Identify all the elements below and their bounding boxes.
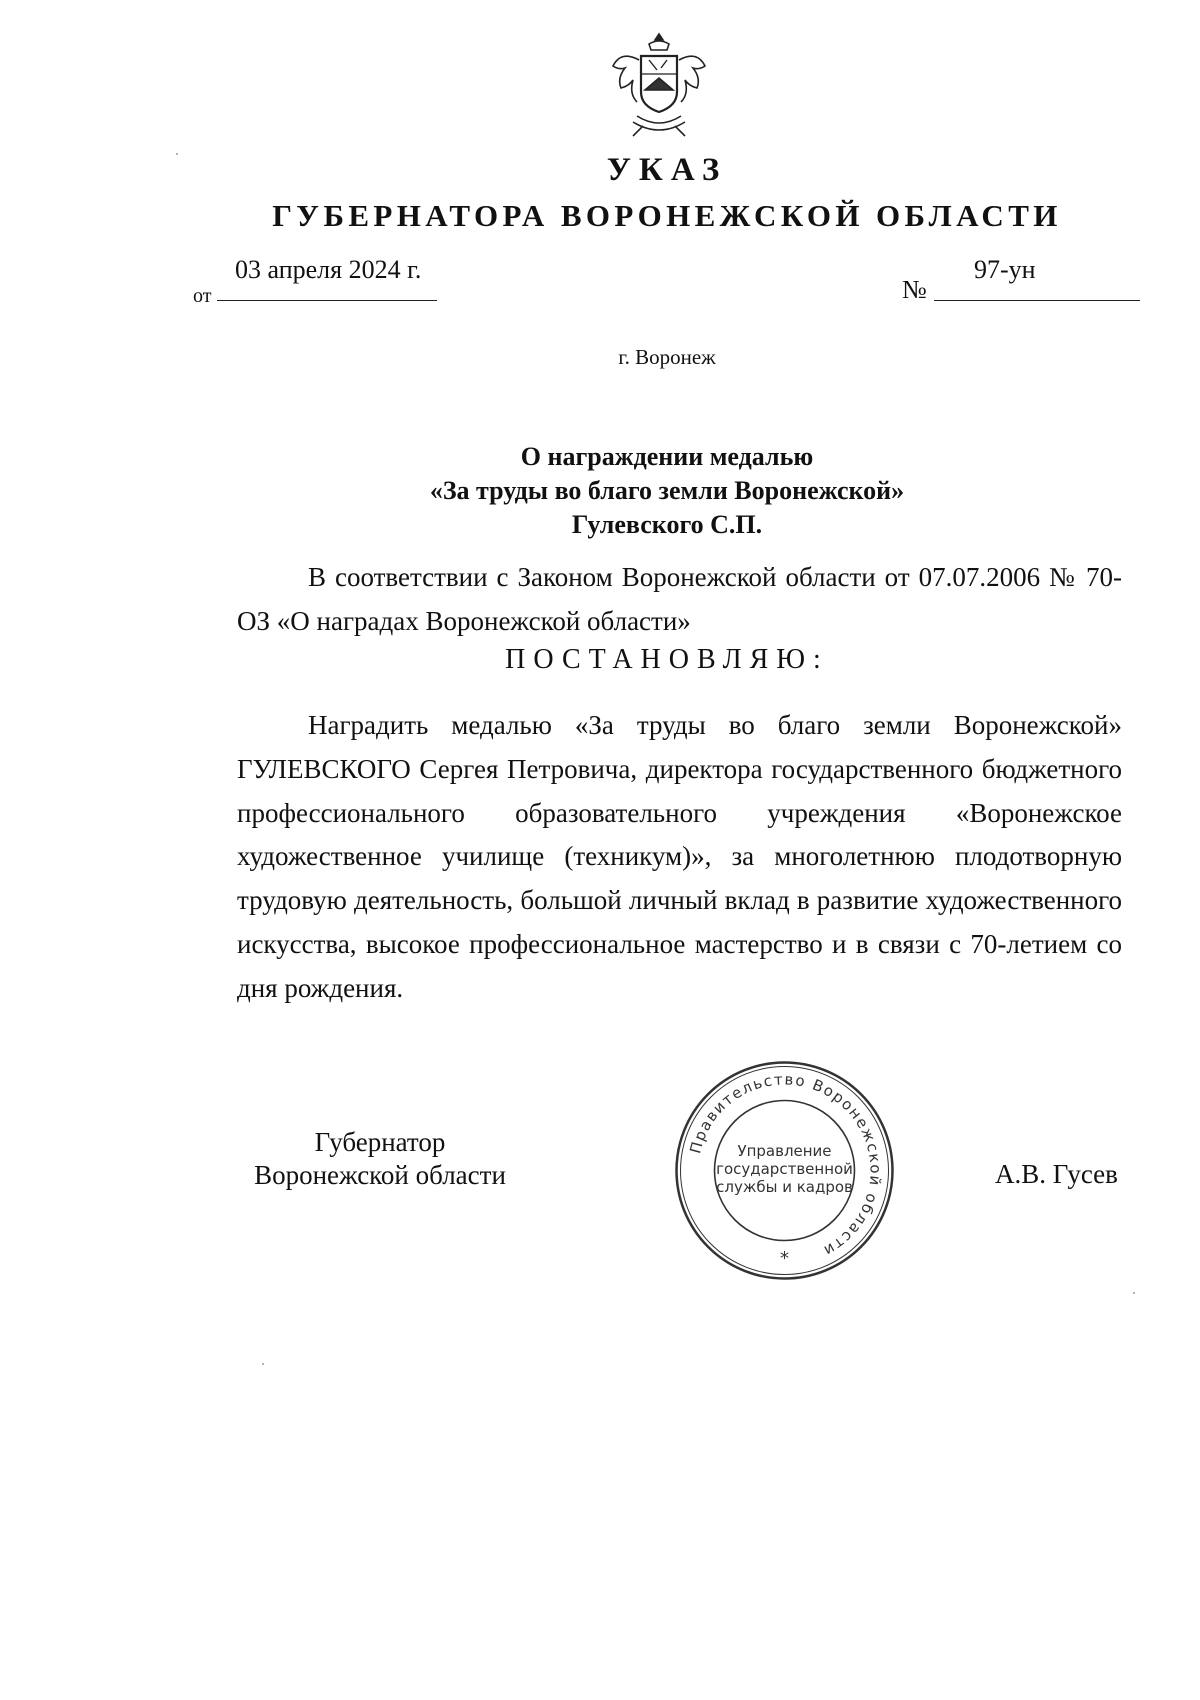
seal-outer-text-path: Правительство Воронежской области [686,1070,885,1261]
seal-star: * [780,1248,789,1269]
signatory-role-line: Воронежской области [254,1160,506,1190]
scan-speck [262,1363,264,1365]
subject-heading [0,440,1200,542]
scan-speck [1133,1292,1135,1294]
document-subtitle: ГУБЕРНАТОРА ВОРОНЕЖСКОЙ ОБЛАСТИ [272,198,1062,233]
document-title: УКАЗ [606,152,728,188]
signatory-role-line: Губернатор [314,1127,446,1157]
seal-inner-line: службы и кадров [716,1178,853,1196]
date-underline [217,300,437,301]
seal-inner-line: государственной [716,1160,853,1178]
official-seal [672,1058,897,1283]
date-value: 03 апреля 2024 г. [235,255,422,284]
date-prefix: от [193,285,212,307]
preamble-paragraph: В соответствии с Законом Воронежской области от 07.07.2006 № 70-ОЗ «О наградах Воронежской области» [237,562,1122,636]
subject-line: Гулевского С.П. [571,510,763,539]
number-prefix: № [902,275,927,304]
seal-inner-line: Управление [737,1142,832,1160]
decree-verb: ПОСТАНОВЛЯЮ: [505,644,829,675]
signatory-title [230,1126,530,1192]
subject-line: О награждении медалью [520,442,814,471]
signatory-name: А.В. Гусев [995,1159,1118,1189]
coat-of-arms-icon [609,30,709,140]
scan-speck [176,153,178,155]
number-value: 97-ун [974,255,1036,284]
city: г. Воронеж [618,345,716,369]
subject-line: «За труды во благо земли Воронежской» [429,476,905,505]
award-paragraph: Наградить медалью «За труды во благо земли Воронежской» ГУЛЕВСКОГО Сергея Петровича, директора государственного бюджетного профессионального образовательного учреждения «Воронежское художественное училище (техникум)», за многолетнюю плодотворную трудовую деятельность, большой личный вклад в развитие художественного искусства, высокое профессиональное мастерство и в связи с 70-летием со дня рождения. [237,710,1122,1003]
number-underline [934,300,1140,301]
